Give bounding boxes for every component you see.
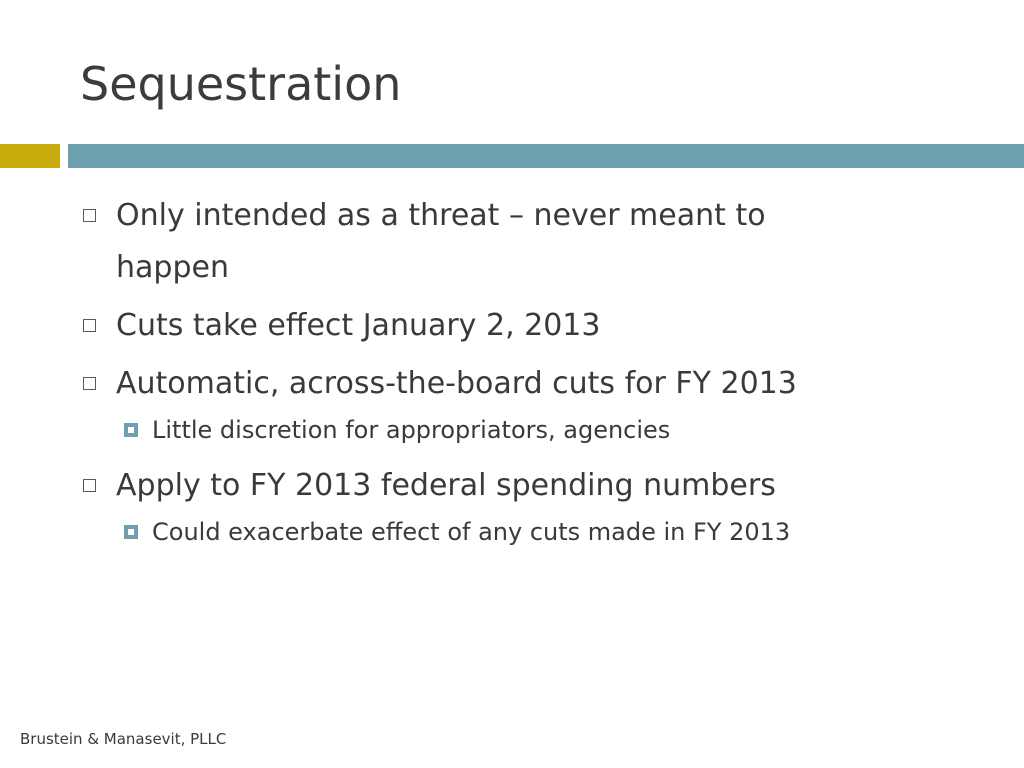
bullet-text: Automatic, across-the-board cuts for FY 2013: [116, 366, 797, 401]
subbullet-text: Little discretion for appropriators, agencies: [152, 416, 671, 444]
bullet-item: [80, 300, 980, 352]
subbullet-text: Could exacerbate effect of any cuts made in FY 2013: [152, 518, 791, 546]
hollow-square-icon: [83, 319, 96, 332]
title-rule-gold: [0, 144, 60, 168]
bullet-text: Cuts take effect January 2, 2013: [116, 308, 601, 343]
bullet-list: [80, 190, 980, 562]
subbullet-item: [80, 512, 980, 552]
subbullet-item: [80, 410, 980, 450]
bullet-item: [80, 460, 980, 512]
hollow-square-icon: [83, 479, 96, 492]
bullet-text: Only intended as a threat – never meant to happen: [116, 198, 766, 285]
bullet-item: [80, 190, 980, 294]
hollow-square-icon: [83, 209, 96, 222]
filled-square-bullet-icon: [124, 525, 138, 539]
bullet-text: Apply to FY 2013 federal spending numbers: [116, 468, 776, 503]
filled-square-bullet-icon: [124, 423, 138, 437]
title-rule-teal: [68, 144, 1024, 168]
hollow-square-icon: [83, 377, 96, 390]
footer-text: Brustein & Manasevit, PLLC: [20, 730, 227, 748]
bullet-item: [80, 358, 980, 410]
slide-title: Sequestration: [80, 57, 402, 111]
